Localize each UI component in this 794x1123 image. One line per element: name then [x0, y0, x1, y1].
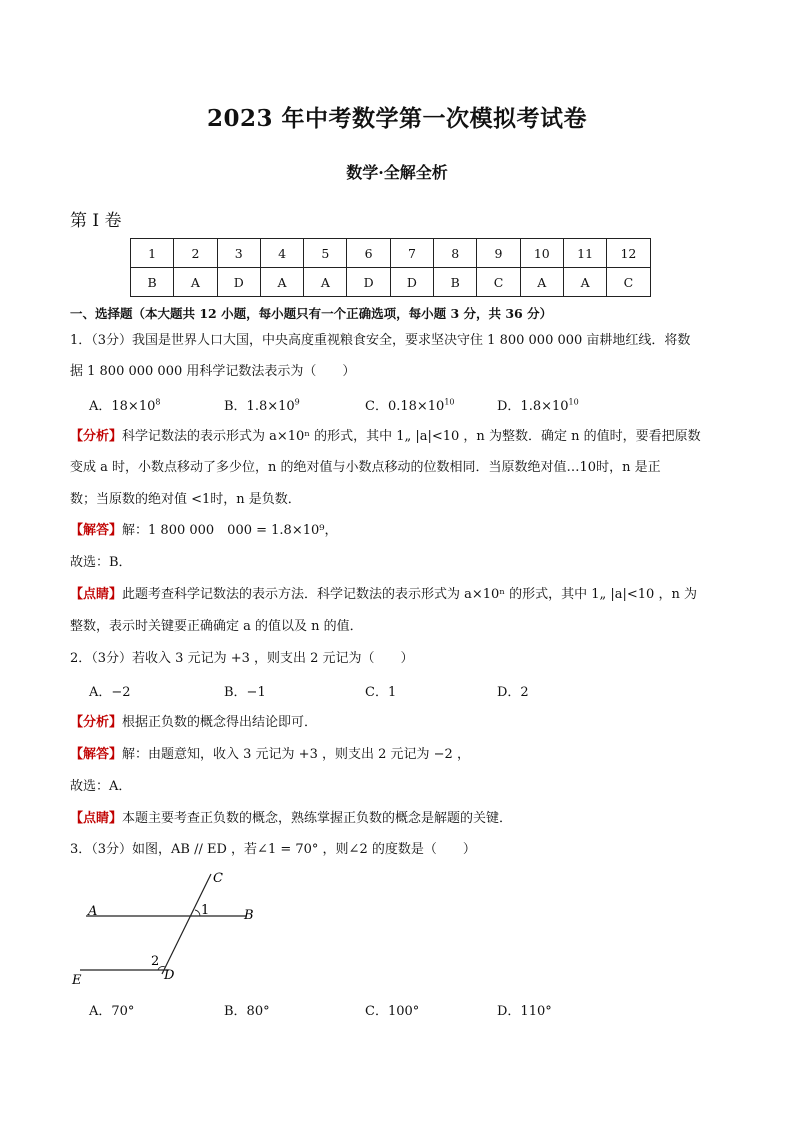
q1-stem-line1: 1．（3分）我国是世界人口大国，中央高度重视粮食安全，要求坚决守住 1 800 000 000 亩耕地红线．将数 — [70, 333, 691, 348]
q3-stem: 3．（3分）如图，AB // ED ，若∠1 = 70° ，则∠2 的度数是（ ） — [70, 842, 476, 857]
q1-solution-label: 【解答】 — [70, 523, 123, 538]
label-angle-1: 1 — [201, 903, 210, 918]
q1-analysis-line3: 数；当原数的绝对值 <1时，n 是负数． — [70, 492, 301, 507]
q2-analysis: 【分析】根据正负数的概念得出结论即可． — [70, 715, 318, 730]
q2-solution: 【解答】解：由题意知，收入 3 元记为 +3 ，则支出 2 元记为 −2 ， — [70, 747, 470, 762]
answer-table-answer-cell: A — [174, 268, 217, 297]
q2-option-a: A．−2 — [89, 685, 131, 700]
q2-comment: 【点睛】本题主要考查正负数的概念，熟练掌握正负数的概念是解题的关键． — [70, 811, 513, 826]
answer-table-answer-row — [131, 268, 651, 297]
q2-stem: 2．（3分）若收入 3 元记为 +3 ，则支出 2 元记为（ ） — [70, 651, 414, 666]
answer-table — [130, 238, 651, 297]
answer-table-answer-cell: B — [434, 268, 477, 297]
answer-table-answer-cell: D — [217, 268, 260, 297]
q1-comment-label: 【点睛】 — [70, 587, 123, 602]
exam-title: 2023 年中考数学第一次模拟考试卷 — [206, 105, 588, 132]
q3-option-b: B．80° — [224, 1004, 270, 1019]
answer-table-answer-cell: A — [304, 268, 347, 297]
q1-option-a: A．$18\times 10^8$ — [89, 397, 161, 414]
exam-subtitle: 数学·全解全析 — [346, 163, 448, 182]
answer-table-answer-cell: D — [347, 268, 390, 297]
answer-table-number-cell: 2 — [174, 239, 217, 268]
q1-option-b: B．$1.8\times 10^9$ — [224, 397, 300, 414]
answer-table-number-cell: 1 — [131, 239, 174, 268]
answer-table-answer-cell: C — [477, 268, 520, 297]
q2-solution-label: 【解答】 — [70, 747, 123, 762]
q1-analysis-line1: 【分析】科学记数法的表示形式为 a×10ⁿ 的形式，其中 1„ |a|<10 ，n 为整数．确定 n 的值时，要看把原数 — [70, 429, 701, 444]
answer-table-answer-cell: A — [520, 268, 563, 297]
label-angle-2: 2 — [151, 954, 160, 969]
q1-option-c: C．$0.18\times 10^{10}$ — [365, 397, 455, 414]
label-a: A — [88, 904, 98, 919]
volume-label: 第 I 卷 — [70, 211, 122, 231]
q2-option-d: D．2 — [497, 685, 529, 700]
answer-table-answer-cell: A — [260, 268, 303, 297]
label-c: C — [213, 871, 223, 886]
q1-analysis-line2: 变成 a 时，小数点移动了多少位，n 的绝对值与小数点移动的位数相同．当原数绝对值…10时，n 是正 — [70, 460, 661, 475]
q3-geometry-figure — [66, 866, 266, 991]
answer-table-number-cell: 8 — [434, 239, 477, 268]
q2-comment-label: 【点睛】 — [70, 811, 123, 826]
answer-table-number-cell: 12 — [607, 239, 650, 268]
q1-comment-line1: 【点睛】此题考查科学记数法的表示方法．科学记数法的表示形式为 a×10ⁿ 的形式，其中 1„ |a|<10 ，n 为 — [70, 587, 697, 602]
q2-choice: 故选：A． — [70, 779, 132, 794]
angle-1-arc — [195, 910, 200, 916]
answer-table-answer-cell: A — [563, 268, 606, 297]
answer-table-number-cell: 5 — [304, 239, 347, 268]
q1-analysis-label: 【分析】 — [70, 429, 123, 444]
answer-table-number-cell: 4 — [260, 239, 303, 268]
q2-analysis-label: 【分析】 — [70, 715, 123, 730]
answer-table-number-cell: 6 — [347, 239, 390, 268]
answer-table-number-cell: 10 — [520, 239, 563, 268]
answer-table-answer-cell: B — [131, 268, 174, 297]
label-e: E — [72, 973, 82, 988]
section-heading: 一、选择题（本大题共 12 小题，每小题只有一个正确选项，每小题 3 分，共 36 分） — [70, 306, 553, 321]
label-b: B — [244, 908, 254, 923]
q3-option-c: C．100° — [365, 1004, 420, 1019]
q2-option-b: B．−1 — [224, 685, 266, 700]
q2-option-c: C．1 — [365, 685, 397, 700]
q1-comment-line2: 整数，表示时关键要正确确定 a 的值以及 n 的值． — [70, 619, 363, 634]
q1-choice: 故选：B． — [70, 555, 132, 570]
q1-stem-line2: 据 1 800 000 000 用科学记数法表示为（ ） — [70, 364, 356, 379]
q3-option-a: A．70° — [89, 1004, 135, 1019]
label-d: D — [164, 968, 175, 983]
answer-table-number-cell: 9 — [477, 239, 520, 268]
q1-option-d: D．$1.8\times 10^{10}$ — [497, 397, 579, 414]
answer-table-number-cell: 7 — [390, 239, 433, 268]
answer-table-answer-cell: D — [390, 268, 433, 297]
answer-table-number-cell: 3 — [217, 239, 260, 268]
answer-table-number-cell: 11 — [563, 239, 606, 268]
q3-option-d: D．110° — [497, 1004, 552, 1019]
answer-table-number-row — [131, 239, 651, 268]
q1-solution: 【解答】解：1 800 000 000 = 1.8×10⁹， — [70, 523, 338, 538]
line-cd — [162, 874, 211, 974]
answer-table-answer-cell: C — [607, 268, 650, 297]
